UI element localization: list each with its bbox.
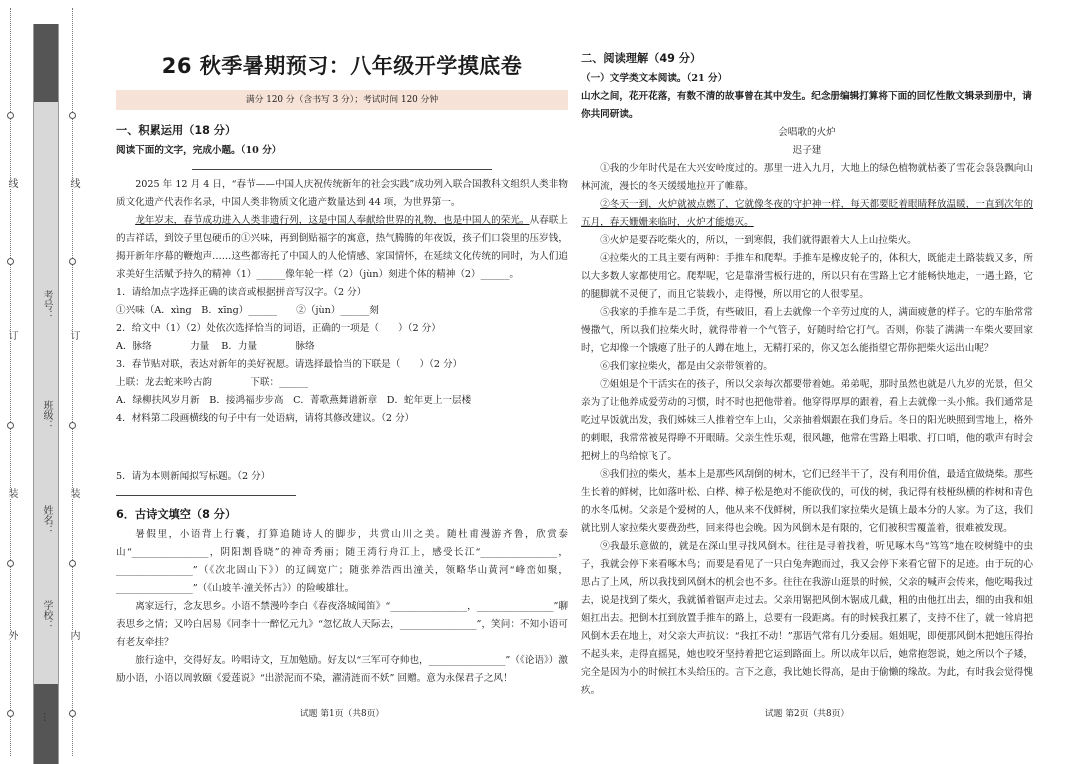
- divider: [192, 160, 492, 170]
- exam-meta: 满分 120 分（含书写 3 分）；考试时间 120 分钟: [116, 90, 568, 110]
- field-name: 姓名：: [41, 505, 52, 535]
- seal-bar: [33, 24, 59, 764]
- field-class: 班级：: [41, 400, 52, 430]
- outer-label: 装: [6, 488, 17, 498]
- question-3: 3．春节贴对联，表达对新年的美好祝愿。请选择最恰当的下联是（ ）（2 分）: [116, 359, 463, 370]
- essay-paragraph: ⑤我家的手推车是二手货，有些破旧，看上去就像一个辛劳过度的人，满面疲惫的样子。它的车胎常常慢撒气，所以我们拉柴火时，就得带着一个气管子，好随时给它打气。否则，你装了满满一车柴火要回家时，它却像一个饿瘪了肚子的人蹲在地上，无精打采的，你又怎么能指望它帮你把柴火运出山呢？: [581, 307, 1033, 354]
- exam-title: 26 秋季暑期预习：八年级开学摸底卷: [161, 54, 523, 78]
- inner-dotted-line: [72, 8, 73, 756]
- essay-paragraph: ⑧我们拉的柴火，基本上是那些风刮倒的树木，它们已经半干了，没有利用价值，最适宜做烧柴。那些生长着的鲜树，比如落叶松、白桦、樟子松是绝对不能砍伐的，可伐的树，我记得有枝桠纵横的柞树和青色的水冬瓜树。父亲是个爱树的人，他从来不伐鲜树，所以我们家拉柴火是镇上最本分的人家。为了这，我们就比别人家拉柴火要费劲些，回来得也会晚。因为风倒木是有限的，它们被积雪覆盖着，很难被发现。: [581, 469, 1033, 534]
- question-5: 5．请为本则新闻拟写标题。（2 分）: [116, 471, 271, 482]
- reading-intro: 山水之间，花开花落，有数不清的故事曾在其中发生。纪念册编辑打算将下面的回忆性散文辑录到册中，请你共同研读。: [581, 91, 1032, 120]
- poem-paragraph: 离家远行，念友思乡。小语不禁漫吟李白《春夜洛城闻笛》“________________，________________”聊表思乡之情；又吟白居易《同李十一醉忆元九》“忽忆故人天际去，________________”，笑问：不知小语可有老友牵挂？: [116, 601, 568, 648]
- outer-label: 订: [6, 330, 17, 340]
- essay-author: 迟子建: [792, 145, 822, 156]
- outer-dotted-line: [10, 8, 11, 756]
- answer-line: [116, 486, 296, 496]
- instruction: 阅读下面的文字，完成小题。（10 分）: [116, 145, 282, 156]
- answer-space: [116, 428, 568, 468]
- question-6: 6．古诗文填空（8 分）: [116, 508, 237, 521]
- essay-paragraph: ②冬天一到，火炉就被点燃了，它就像冬夜的守护神一样，每天都要眨着眼睛释放温暖，一直到次年的五月，春天姗姗来临时，火炉才能熄灭。: [581, 199, 1033, 228]
- page-footer: 试题 第2页（共8页）: [764, 709, 850, 719]
- essay-paragraph: ①我的少年时代是在大兴安岭度过的。那里一进入九月，大地上的绿色植物就枯萎了雪花会袅袅飘向山林河流，漫长的冬天缓缓地拉开了帷幕。: [581, 163, 1033, 192]
- page-footer: 试题 第1页（共8页）: [299, 709, 385, 719]
- question-2-options: A．脉络 力量 B．力量 脉络: [116, 341, 315, 352]
- subsection-heading: （一）文学类文本阅读。（21 分）: [581, 73, 728, 84]
- essay-paragraph: ⑦姐姐是个干活实在的孩子，所以父亲每次都要带着她。弟弟呢，那时虽然也就是八九岁的光景，但父亲为了让他养成爱劳动的习惯，时不时也把他带着。他穿得厚厚的跟着，看上去就像一头小熊。我们通常是吃过早饭就出发，我们姊妹三人推着空车上山，父亲抽着烟跟在我们身后。冬日的阳光映照到雪地上，格外的刺眼，我常常被晃得睁不开眼睛。父亲生性乐观，很风趣，他常在雪路上唱歌、打口哨，他的歌声有时会把树上的鸟给惊飞了。: [581, 379, 1033, 462]
- essay-paragraph: ⑥我们家拉柴火，都是由父亲带领着的。: [600, 361, 773, 372]
- passage-paragraph: 2025 年 12 月 4 日，“春节——中国人庆祝传统新年的社会实践”成功列入联合国教科文组织人类非物质文化遗产代表作名录，中国人类非物质文化遗产数量达到 44 项，为世界第一。: [116, 179, 568, 208]
- section-heading: 二、阅读理解（49 分）: [581, 52, 702, 65]
- field-school: 学校：: [41, 600, 52, 630]
- outer-label: 线: [6, 178, 17, 188]
- essay-paragraph: ③火炉是要吞吃柴火的，所以，一到寒假，我们就得跟着大人上山拉柴火。: [600, 235, 917, 246]
- question-2: 2．给文中（1）（2）处依次选择恰当的词语，正确的一项是（ ）（2 分）: [116, 323, 441, 334]
- essay-title: 会唱歌的火炉: [778, 127, 836, 138]
- essay-paragraph: ⑨我最乐意做的，就是在深山里寻找风倒木。往往是寻着找着，听见啄木鸟“笃笃”地在咬树缝中的虫子，我就会停下来看啄木鸟；而要是看见了一只白兔奔跑而过，我又会停下来看它留下的足迹。由于玩的心思占了上风，所以我找到风倒木的机会也不多。往往在我游山逛景的时候，父亲的喊声会传来，他吃喝我过去，说是找到了柴火，我就循着锯声走过去。父亲用锯把风倒木锯成几截，粗的由他扛出去，细的由我和姐姐扛出去。把倒木扛到放置手推车的路上，总要有一段距离。有的时候我扛累了，支持不住了，就一耸肩把风倒木丢在地上，对父亲大声抗议：“我扛不动！”那语气常有几分委屈。姐姐呢，即便那风倒木把她压得抬不起头来，走得直摇晃，她也咬牙坚持着把它运到路面上。所以成年以后，她常抱怨说，她之所以个子矮，完全是因为小的时候扛木头给压的。言下之意，我比她长得高，是由于偷懒的缘故。为此，有时我会觉得愧疚。: [581, 541, 1033, 696]
- binding-strip: [0, 0, 100, 764]
- section-heading: 一、积累运用（18 分）: [116, 124, 237, 137]
- question-3-options: A．绿柳扶风岁月新 B．接鸿福步步高 C．菁歌燕舞谱新章 D．蛇年更上一层楼: [116, 395, 472, 406]
- inner-label: 线: [68, 178, 79, 188]
- question-1: 1．请给加点字选择正确的读音或根据拼音写汉字。（2 分）: [116, 287, 367, 298]
- page-1: [116, 38, 568, 688]
- question-4: 4．材料第二段画横线的句子中有一处语病，请将其修改建议。（2 分）: [116, 413, 415, 424]
- poem-paragraph: 暑假里，小语背上行囊，打算追随诗人的脚步，共赏山川之美。随杜甫漫游齐鲁，欣赏泰山“________________，阴阳割昏晓”的神奇秀丽；随王湾行舟江上，感受长江“________________，________________”（《次北固山下》）的辽阔宽广；随张养浩西出潼关，领略华山黄河“峰峦如聚，________________”（《山坡羊·潼关怀古》）的险峻雄壮。: [116, 529, 568, 594]
- outer-label: 外: [6, 630, 17, 640]
- poem-paragraph: 旅行途中，交得好友。吟唱诗文，互加勉励。好友以“三军可夺帅也，________________”（《论语》）激励小语，小语以周敦颐《爱莲说》“出淤泥而不染，濯清涟而不妖” 回赠。意为永保君子之风！: [116, 655, 568, 684]
- question-1-blanks: ①兴味（A．xìng B．xīng）______ ②（jùn）______刻: [116, 305, 379, 316]
- essay-paragraph: ④拉柴火的工具主要有两种：手推车和爬犁。手推车是橡皮轮子的，体积大，既能走土路装载又多，所以大多数人家都使用它。爬犁呢，它是靠滑雪板行进的，所以只有在雪路上它才能畅快地走，一遇土路，它的腿脚就不灵便了，而且它装载小，走得慢，所以用它的人很零星。: [581, 253, 1033, 300]
- passage-paragraph: 龙年岁末，春节成功进入人类非遗行列，这是中国人奉献给世界的礼物，也是中国人的荣光。从春联上的吉祥话，到饺子里包硬币的①兴味，再到倒贴福字的寓意，热气腾腾的年夜饭，孩子们口袋里的压岁钱，揭开新年序幕的鞭炮声……这些都寄托了中国人的人伦情感、家国情怀，在延续文化传统的同时，为人们追求美好生活赋予持久的精神（1）______像年轮一样（2）（jùn）刻进个体的精神（2）______。: [116, 215, 569, 280]
- inner-label: 装: [68, 488, 79, 498]
- strip-dots: …: [41, 712, 52, 722]
- underlined-sentence: 龙年岁末，春节成功进入人类非遗行列，这是中国人奉献给世界的礼物，也是中国人的荣光。: [135, 215, 530, 226]
- field-exam-no: 考号：: [41, 290, 52, 320]
- question-3-couplet: 上联：龙去蛇来吟古韵 下联：______: [116, 377, 308, 388]
- inner-label: 内: [68, 630, 79, 640]
- inner-label: 订: [68, 330, 79, 340]
- page-2: [581, 48, 1033, 700]
